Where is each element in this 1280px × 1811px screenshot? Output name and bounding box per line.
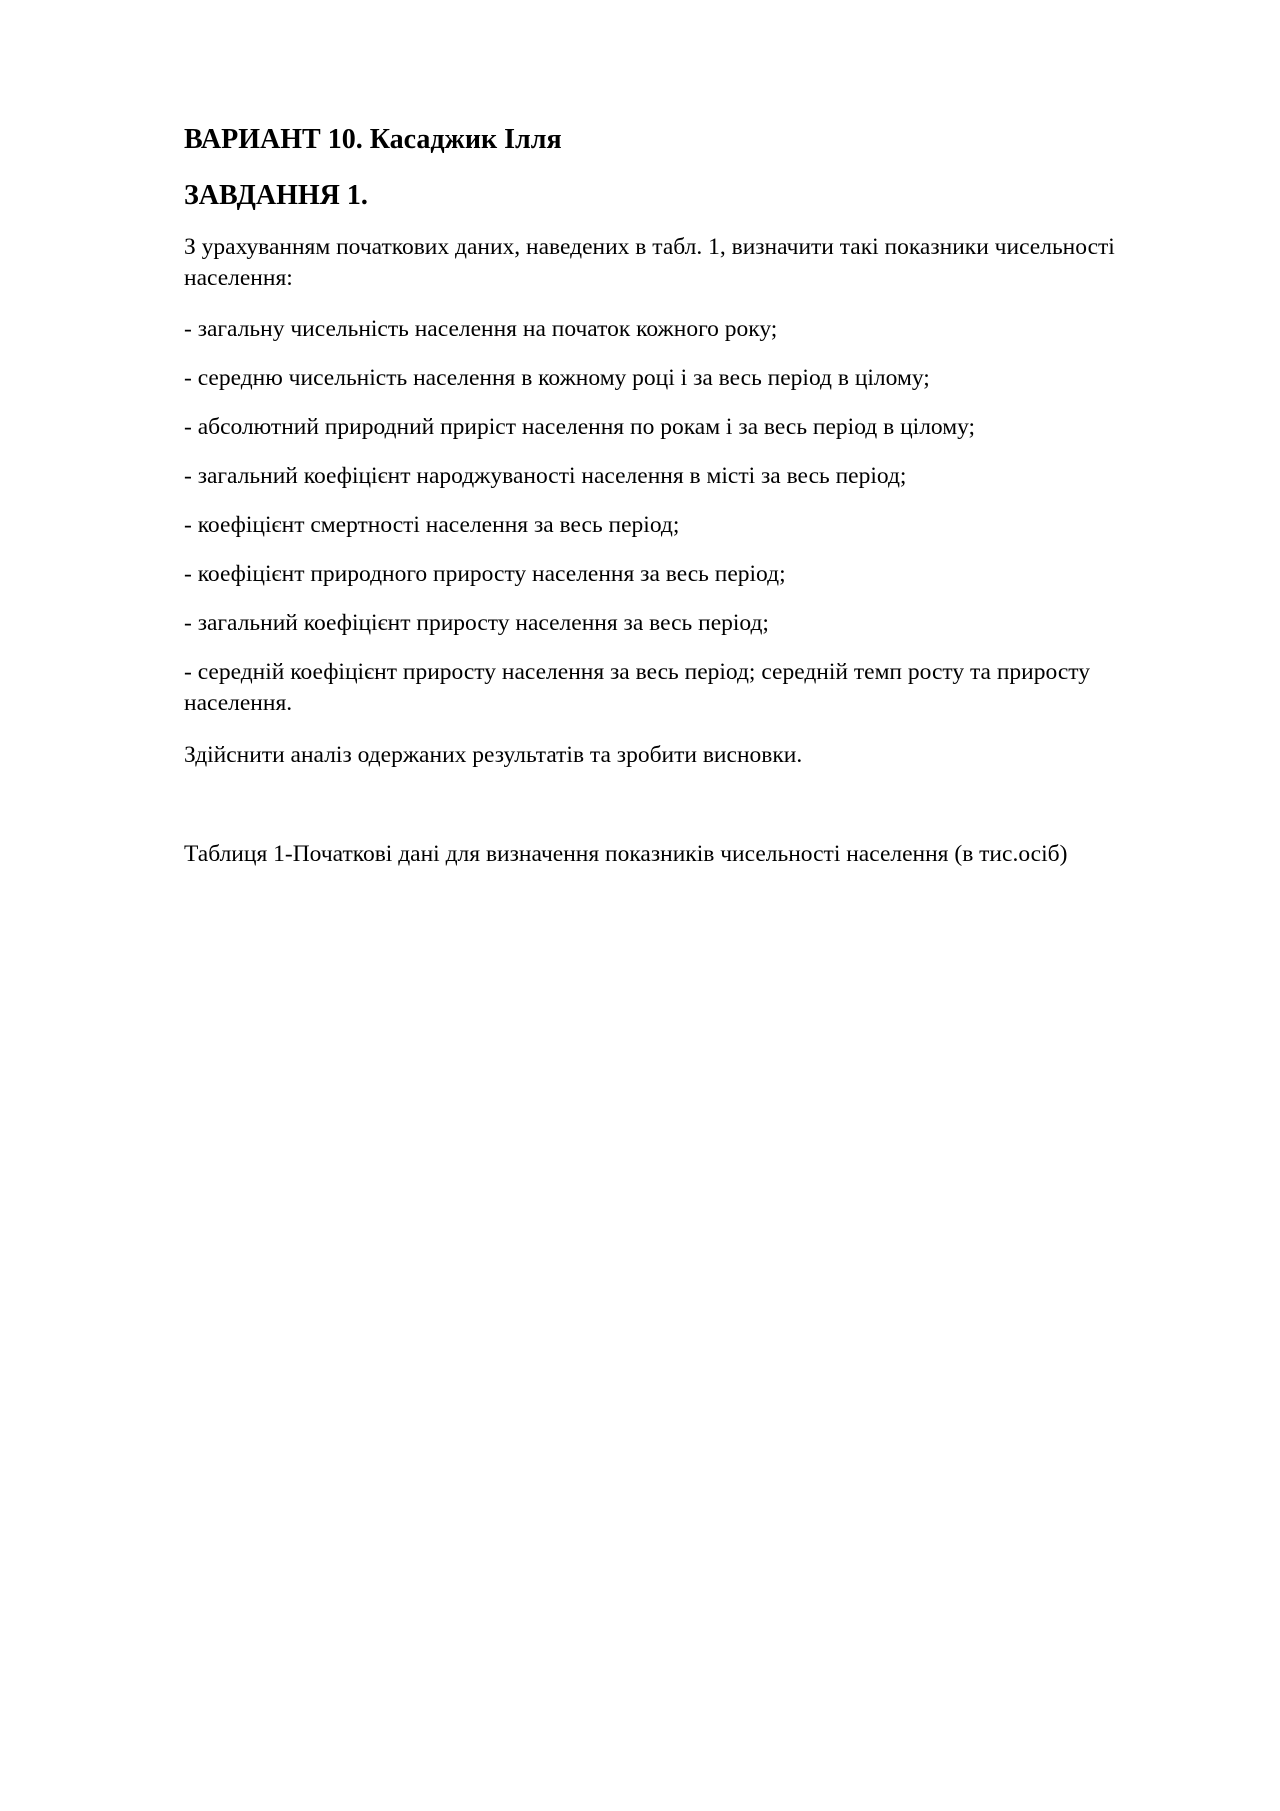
list-item: - загальний коефіцієнт народжуваності населення в місті за весь період;	[184, 463, 907, 489]
list-item: - загальний коефіцієнт приросту населення за весь період;	[184, 610, 769, 636]
task-heading: ЗАВДАННЯ 1.	[184, 180, 368, 211]
indicator-list	[184, 314, 1184, 737]
intro-paragraph: З урахуванням початкових даних, наведених в табл. 1, визначити такі показники чисельності населення:	[184, 234, 1115, 291]
list-item: - загальну чисельність населення на початок кожного року;	[184, 316, 778, 342]
list-item: - середній коефіцієнт приросту населення за весь період; середній темп росту та приросту населення.	[184, 659, 1090, 716]
table-caption: Таблиця 1-Початкові дані для визначення показників чисельності населення (в тис.осіб)	[184, 841, 1068, 867]
list-item: - коефіцієнт природного приросту населення за весь період;	[184, 561, 786, 587]
variant-title: ВАРИАНТ 10. Касаджик Ілля	[184, 124, 562, 155]
list-item: - середню чисельність населення в кожному році і за весь період в цілому;	[184, 365, 930, 391]
closing-instruction: Здійснити аналіз одержаних результатів та зробити висновки.	[184, 742, 803, 768]
list-item: - абсолютний природний приріст населення по рокам і за весь період в цілому;	[184, 414, 976, 440]
list-item: - коефіцієнт смертності населення за весь період;	[184, 512, 680, 538]
